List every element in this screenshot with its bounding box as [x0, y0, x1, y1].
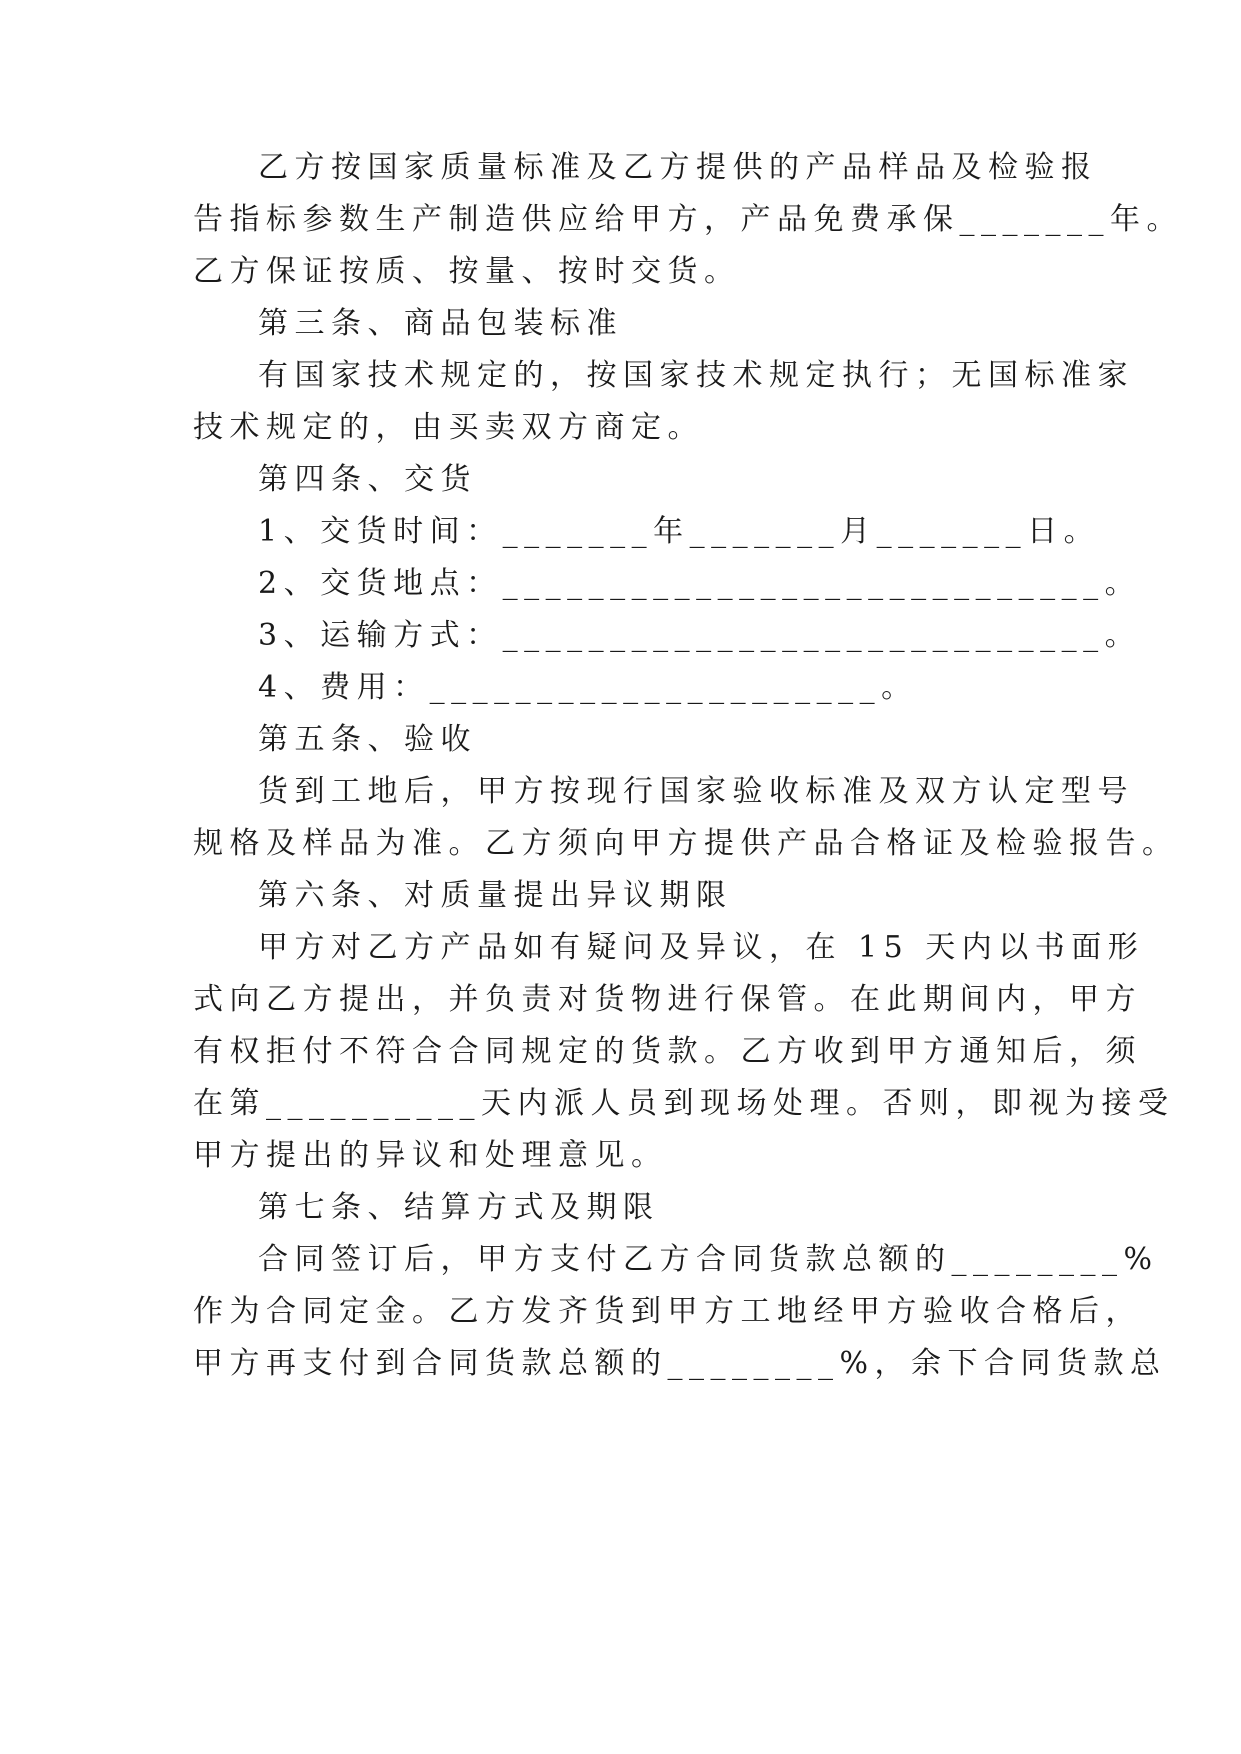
section-heading: 第七条、结算方式及期限 [258, 1190, 660, 1225]
section-heading: 第四条、交货 [258, 462, 477, 497]
paragraph-line: 合同签订后，甲方支付乙方合同货款总额的________% [258, 1242, 1159, 1277]
paragraph-line: 甲方提出的异议和处理意见。 [193, 1138, 668, 1173]
list-item: 3、运输方式：____________________________。 [258, 618, 1142, 653]
paragraph-line: 货到工地后，甲方按现行国家验收标准及双方认定型号 [258, 774, 1134, 809]
section-heading: 第三条、商品包装标准 [258, 306, 623, 341]
section-heading: 第六条、对质量提出异议期限 [258, 878, 733, 913]
section-heading: 第五条、验收 [258, 722, 477, 757]
paragraph-line: 技术规定的，由买卖双方商定。 [193, 410, 704, 445]
paragraph-line: 告指标参数生产制造供应给甲方，产品免费承保_______年。 [193, 202, 1183, 237]
paragraph-line: 甲方再支付到合同货款总额的________%，余下合同货款总 [193, 1346, 1167, 1381]
paragraph-line: 作为合同定金。乙方发齐货到甲方工地经甲方验收合格后， [193, 1294, 1142, 1329]
paragraph-line: 乙方保证按质、按量、按时交货。 [193, 254, 741, 289]
paragraph-line: 有权拒付不符合合同规定的货款。乙方收到甲方通知后，须 [193, 1034, 1142, 1069]
paragraph-line: 式向乙方提出，并负责对货物进行保管。在此期间内，甲方 [193, 982, 1142, 1017]
paragraph-line: 乙方按国家质量标准及乙方提供的产品样品及检验报 [258, 150, 1098, 185]
list-item: 4、费用：_____________________。 [258, 670, 918, 705]
list-item: 1、交货时间：_______年_______月_______日。 [258, 514, 1101, 549]
paragraph-line: 甲方对乙方产品如有疑问及异议，在 15 天内以书面形 [258, 930, 1145, 965]
paragraph-line: 规格及样品为准。乙方须向甲方提供产品合格证及检验报告。 [193, 826, 1179, 861]
paragraph-line: 在第__________天内派人员到现场处理。否则，即视为接受 [193, 1086, 1175, 1121]
list-item: 2、交货地点：____________________________。 [258, 566, 1142, 601]
paragraph-line: 有国家技术规定的，按国家技术规定执行；无国标准家 [258, 358, 1134, 393]
